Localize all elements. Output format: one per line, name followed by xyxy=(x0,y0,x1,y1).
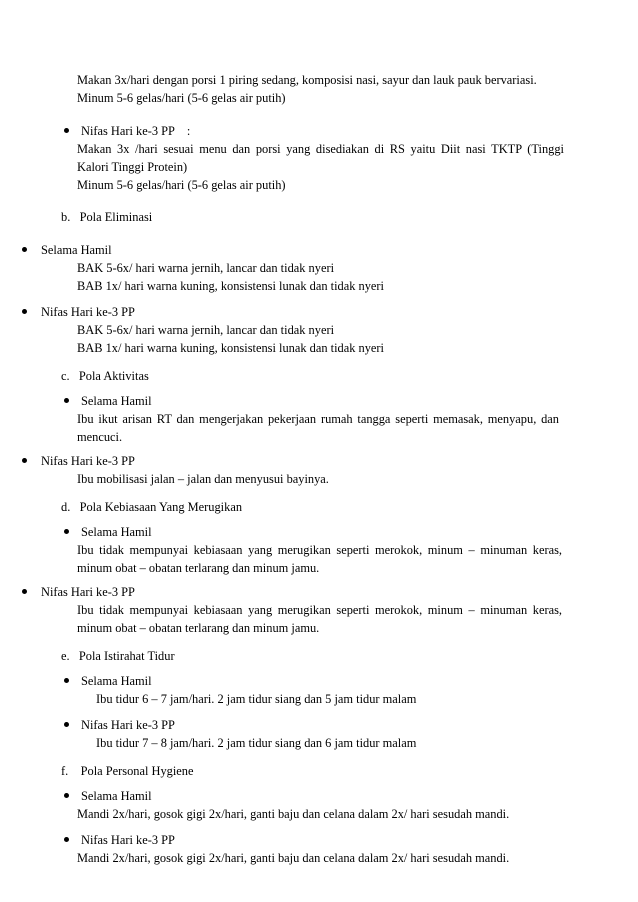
text-line: Mandi 2x/hari, gosok gigi 2x/hari, ganti baju dan celana dalam 2x/ hari sesudah mandi. xyxy=(77,851,510,865)
text-line: Minum 5-6 gelas/hari (5-6 gelas air putih) xyxy=(77,178,286,192)
text-line: Ibu tidur 7 – 8 jam/hari. 2 jam tidur siang dan 6 jam tidur malam xyxy=(96,736,417,750)
text-line: mencuci. xyxy=(77,430,123,444)
text-line: Minum 5-6 gelas/hari (5-6 gelas air putih) xyxy=(77,91,286,105)
bullet-icon xyxy=(22,247,27,252)
bullet-icon xyxy=(64,128,69,133)
text-line: Makan 3x/hari dengan porsi 1 piring sedang, komposisi nasi, sayur dan lauk pauk bervariasi. xyxy=(77,73,537,87)
text-line: BAB 1x/ hari warna kuning, konsistensi lunak dan tidak nyeri xyxy=(77,341,384,355)
text-line: Ibu ikut arisan RT dan mengerjakan pekerjaan rumah tangga seperti memasak, menyapu, dan xyxy=(77,412,559,426)
text-line: BAK 5-6x/ hari warna jernih, lancar dan tidak nyeri xyxy=(77,323,335,337)
list-item-heading: Selama Hamil xyxy=(81,674,152,688)
text-line: Ibu mobilisasi jalan – jalan dan menyusui bayinya. xyxy=(77,472,329,486)
list-item-heading: Nifas Hari ke-3 PP xyxy=(41,585,135,599)
text-line: Kalori Tinggi Protein) xyxy=(77,160,188,174)
list-item-heading: Nifas Hari ke-3 PP xyxy=(81,833,175,847)
list-item-heading: Selama Hamil xyxy=(81,525,152,539)
list-item-heading: Selama Hamil xyxy=(41,243,112,257)
section-heading: e. Pola Istirahat Tidur xyxy=(61,649,175,663)
section-heading: d. Pola Kebiasaan Yang Merugikan xyxy=(61,500,243,514)
bullet-icon xyxy=(64,837,69,842)
bullet-icon xyxy=(64,529,69,534)
text-line: Mandi 2x/hari, gosok gigi 2x/hari, ganti baju dan celana dalam 2x/ hari sesudah mandi. xyxy=(77,807,510,821)
text-line: BAK 5-6x/ hari warna jernih, lancar dan tidak nyeri xyxy=(77,261,335,275)
text-line: Ibu tidur 6 – 7 jam/hari. 2 jam tidur siang dan 5 jam tidur malam xyxy=(96,692,417,706)
text-line: Ibu tidak mempunyai kebiasaan yang merugikan seperti merokok, minum – minuman keras, xyxy=(77,543,562,557)
text-line: BAB 1x/ hari warna kuning, konsistensi lunak dan tidak nyeri xyxy=(77,279,384,293)
list-item-heading: Nifas Hari ke-3 PP : xyxy=(81,124,191,138)
text-line: minum obat – obatan terlarang dan minum jamu. xyxy=(77,621,320,635)
list-item-heading: Selama Hamil xyxy=(81,394,152,408)
list-item-heading: Selama Hamil xyxy=(81,789,152,803)
text-line: Ibu tidak mempunyai kebiasaan yang merugikan seperti merokok, minum – minuman keras, xyxy=(77,603,562,617)
section-heading: c. Pola Aktivitas xyxy=(61,369,149,383)
bullet-icon xyxy=(22,589,27,594)
bullet-icon xyxy=(64,793,69,798)
text-line: minum obat – obatan terlarang dan minum jamu. xyxy=(77,561,320,575)
list-item-heading: Nifas Hari ke-3 PP xyxy=(81,718,175,732)
bullet-icon xyxy=(64,398,69,403)
list-item-heading: Nifas Hari ke-3 PP xyxy=(41,454,135,468)
bullet-icon xyxy=(22,309,27,314)
section-heading: f. Pola Personal Hygiene xyxy=(61,764,194,778)
section-heading: b. Pola Eliminasi xyxy=(61,210,153,224)
bullet-icon xyxy=(22,458,27,463)
bullet-icon xyxy=(64,678,69,683)
bullet-icon xyxy=(64,722,69,727)
text-line: Makan 3x /hari sesuai menu dan porsi yang disediakan di RS yaitu Diit nasi TKTP (Tinggi xyxy=(77,142,564,156)
list-item-heading: Nifas Hari ke-3 PP xyxy=(41,305,135,319)
